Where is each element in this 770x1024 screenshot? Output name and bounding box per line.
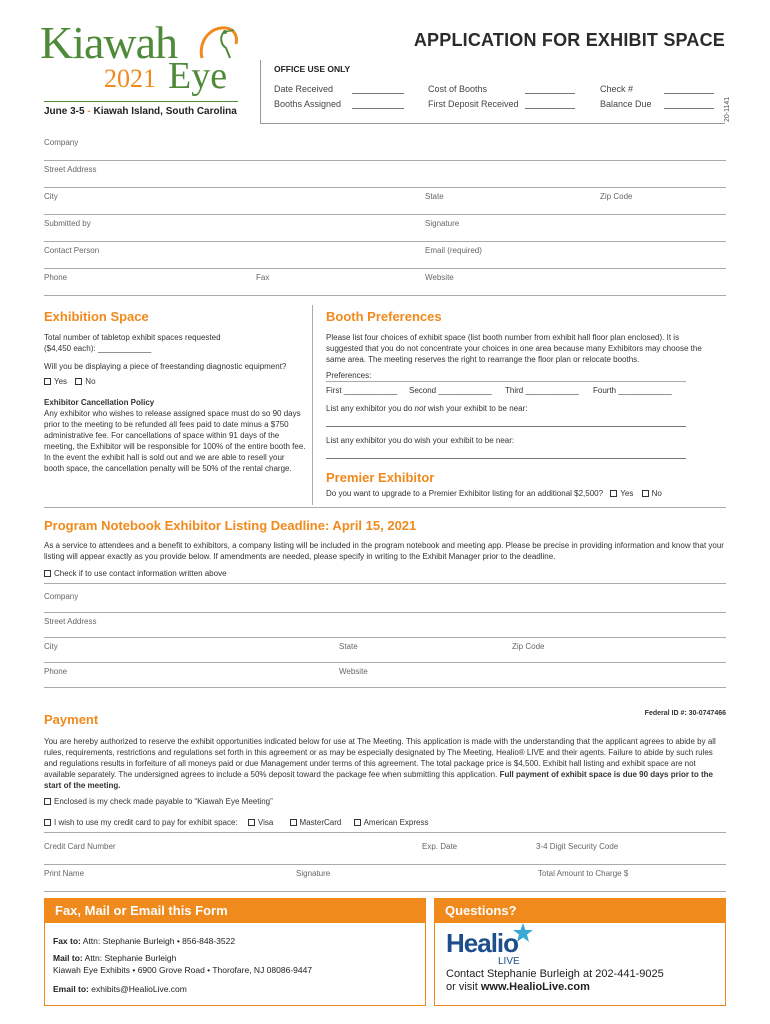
star-icon — [512, 922, 534, 944]
city-label: City — [44, 192, 58, 201]
cost-of-booths-field[interactable] — [525, 85, 575, 94]
mail-address: Kiawah Eye Exhibits • 6900 Grove Road • Thorofare, NJ 08086-9447 — [53, 965, 313, 975]
notebook-heading: Program Notebook Exhibitor Listing Deadline: April 15, 2021 — [44, 518, 417, 533]
pay-by-check-option — [44, 796, 273, 807]
exp-date-label: Exp. Date — [422, 842, 458, 851]
date-received-label: Date Received — [274, 84, 334, 94]
tagline-date: June 3-5 — [44, 106, 85, 117]
cancellation-policy-title: Exhibitor Cancellation Policy — [44, 398, 155, 407]
logo-eye: Eye — [168, 55, 228, 97]
equipment-yes-checkbox[interactable] — [44, 378, 51, 385]
fourth-choice-field[interactable]: Fourth ____________ — [593, 386, 672, 395]
healio-website-link[interactable]: www.HealioLive.com — [480, 981, 590, 993]
preferences-rule — [326, 381, 686, 382]
office-use-title: OFFICE USE ONLY — [274, 64, 351, 74]
mastercard-checkbox[interactable] — [290, 819, 297, 826]
cancellation-policy-text: Any exhibitor who wishes to release assigned space must do so 90 days prior to the meeting to be refunded all fees paid to date minus a $750 administrative fee. For cancellations of space within 91 days of the meeting, the Exhibitor will be responsible for 100% of the entire booth fee. In the event the exhibit hall is sold out and we are able to resell your booth space, the cancellation penalty will be 50% of the rental charge. — [44, 409, 306, 473]
submitted-signature-row — [44, 215, 726, 242]
notebook-state-label: State — [339, 642, 358, 651]
payment-terms-bold: Full payment of exhibit space is due 90 days prior to the start of the meeting. — [44, 770, 713, 790]
zip-label: Zip Code — [600, 192, 633, 201]
email-to-link[interactable]: exhibits@HealioLive.com — [91, 984, 187, 994]
print-name-label: Print Name — [44, 869, 85, 878]
not-near-emphasis: not — [414, 404, 426, 413]
phone-label: Phone — [44, 273, 68, 282]
notebook-city-label: City — [44, 642, 58, 651]
pay-by-check-label: Enclosed is my check made payable to “Kiawah Eye Meeting” — [54, 797, 273, 806]
tagline — [44, 106, 237, 117]
date-received-field[interactable] — [352, 85, 404, 94]
mail-line — [53, 952, 176, 964]
equipment-question: Will you be displaying a piece of freestanding diagnostic equipment? — [44, 362, 287, 371]
card-number-label: Credit Card Number — [44, 842, 116, 851]
submit-form-heading: Fax, Mail or Email this Form — [45, 899, 425, 923]
visa-label: Visa — [257, 818, 274, 827]
name-signature-row — [44, 865, 726, 892]
pay-by-check-checkbox[interactable] — [44, 798, 51, 805]
notebook-phone-label: Phone — [44, 667, 68, 676]
first-choice-field[interactable]: First ____________ — [326, 386, 398, 395]
notebook-phone-website-row — [44, 663, 726, 688]
use-contact-info-checkbox[interactable] — [44, 570, 51, 577]
equipment-options — [44, 376, 96, 387]
premier-question-text: Do you want to upgrade to a Premier Exhibitor listing for an additional $2,500? — [326, 489, 604, 498]
near-field[interactable] — [326, 458, 686, 459]
street-address-label: Street Address — [44, 165, 97, 174]
tabletop-text: Total number of tabletop exhibit spaces requested ($4,450 each): ____________ — [44, 333, 221, 353]
state-label: State — [425, 192, 444, 201]
booth-preferences-heading: Booth Preferences — [326, 309, 442, 324]
payment-terms — [44, 736, 726, 791]
security-code-label: 3-4 Digit Security Code — [536, 842, 619, 851]
booth-intro-text: Please list four choices of exhibit space (list booth number from exhibit hall floor plan enclosed). It is suggested that you do not concentrate your choices in one area because many Exhibitors may choose the same area. The meeting reserves the right to rearrange the floor plan or relocate booths. — [326, 333, 702, 364]
equipment-no-checkbox[interactable] — [75, 378, 82, 385]
email-label: Email (required) — [425, 246, 482, 255]
third-choice-field[interactable]: Third ____________ — [505, 386, 579, 395]
cost-of-booths-label: Cost of Booths — [428, 84, 488, 94]
section-rule — [44, 507, 726, 508]
healio-logo: Healio — [446, 928, 519, 958]
balance-due-label: Balance Due — [600, 99, 652, 109]
premier-yes-label: Yes — [620, 489, 634, 498]
website-label: Website — [425, 273, 454, 282]
submitted-by-label: Submitted by — [44, 219, 91, 228]
signature-label: Signature — [425, 219, 460, 228]
amex-label: American Express — [363, 818, 429, 827]
payment-heading: Payment — [44, 712, 99, 727]
use-contact-info-option — [44, 568, 227, 579]
notebook-text: As a service to attendees and a benefit to exhibitors, a company listing will be included in the program notebook and meeting app. Please be precise in providing information and know that your listing will appear exactly as you provide below. If amendments are needed, please specify in writing to the Exhibit Manager prior to the deadline. — [44, 541, 724, 561]
email-line — [53, 983, 187, 995]
tagline-separator: - — [87, 106, 91, 117]
booths-assigned-label: Booths Assigned — [274, 99, 342, 109]
amex-checkbox[interactable] — [354, 819, 361, 826]
equipment-no-label: No — [85, 377, 96, 386]
notebook-street-label: Street Address — [44, 617, 97, 626]
booths-assigned-field[interactable] — [352, 100, 404, 109]
pay-by-card-label: I wish to use my credit card to pay for exhibit space: — [54, 818, 238, 827]
fax-label: Fax — [256, 273, 270, 282]
fax-to-text: Attn: Stephanie Burleigh • 856-848-3522 — [82, 936, 236, 946]
fax-line — [53, 935, 235, 947]
notebook-city-state-zip-row — [44, 638, 726, 663]
payment-signature-label: Signature — [296, 869, 331, 878]
fax-to-label: Fax to: — [53, 936, 81, 946]
questions-contact: Contact Stephanie Burleigh at 202-441-9025 — [446, 968, 664, 980]
city-state-zip-row — [44, 188, 726, 215]
premier-question — [326, 488, 662, 499]
email-to-label: Email to: — [53, 984, 89, 994]
contact-person-label: Contact Person — [44, 246, 100, 255]
company-field[interactable] — [44, 134, 726, 161]
not-near-pre: List any exhibitor you do — [326, 404, 415, 413]
not-near-label — [326, 403, 527, 414]
notebook-company-field[interactable] — [44, 588, 726, 613]
logo-rule — [44, 101, 238, 102]
logo-name: Kiawah — [40, 17, 178, 68]
notebook-zip-label: Zip Code — [512, 642, 545, 651]
notebook-street-field[interactable] — [44, 613, 726, 638]
exhibition-space-heading: Exhibition Space — [44, 309, 149, 324]
check-number-field[interactable] — [664, 85, 714, 94]
street-address-field[interactable] — [44, 161, 726, 188]
notebook-rule — [44, 583, 726, 584]
form-code: 20-1141 — [724, 96, 731, 122]
visa-checkbox[interactable] — [248, 819, 255, 826]
page-title: APPLICATION FOR EXHIBIT SPACE — [413, 30, 725, 50]
notebook-website-label: Website — [339, 667, 368, 676]
second-choice-field[interactable]: Second ____________ — [409, 386, 492, 395]
healio-live-label: LIVE — [498, 956, 520, 967]
preferences-label: Preferences: — [326, 371, 372, 380]
first-deposit-label: First Deposit Received — [428, 99, 519, 109]
near-label: List any exhibitor you do wish your exhibit to be near: — [326, 436, 515, 445]
tagline-place: Kiawah Island, South Carolina — [93, 106, 237, 117]
payment-terms-text: You are hereby authorized to reserve the exhibit opportunities indicated below for use at The Meeting. This application is made with the understanding that the applicant agrees to abide by all rules, requirements, restrictions and regulations set forth in this agreement or as may be especially designated by The Meeting, Healio® LIVE and their agents. Failure to abide by such rules and regulations results in forfeiture of all moneys paid or due Management under terms of this agreement. The total package price is $4,500. Exhibit hall listing and exhibit space are not available separately. The undersigned agrees to include a 50% deposit toward the package fee when submitting this application. — [44, 737, 716, 779]
section-divider — [312, 305, 313, 505]
contact-email-row — [44, 242, 726, 269]
logo-year: 2021 — [104, 64, 156, 93]
not-near-post: wish your exhibit to be near: — [425, 404, 528, 413]
premier-yes-checkbox[interactable] — [610, 490, 617, 497]
pay-by-card-checkbox[interactable] — [44, 819, 51, 826]
first-deposit-field[interactable] — [525, 100, 575, 109]
total-amount-label: Total Amount to Charge $ — [538, 869, 629, 878]
questions-heading: Questions? — [435, 899, 725, 923]
pay-by-card-option — [44, 817, 428, 828]
premier-exhibitor-heading: Premier Exhibitor — [326, 470, 435, 485]
company-label: Company — [44, 138, 79, 147]
balance-due-field[interactable] — [664, 100, 714, 109]
notebook-company-label: Company — [44, 592, 79, 601]
premier-no-label: No — [651, 489, 662, 498]
federal-id: Federal ID #: 30-0747466 — [644, 710, 726, 717]
visit-prefix: or visit — [446, 981, 481, 993]
use-contact-info-label: Check if to use contact information written above — [54, 569, 227, 578]
not-near-field[interactable] — [326, 426, 686, 427]
mail-to-label: Mail to: — [53, 953, 83, 963]
card-details-row — [44, 838, 726, 865]
payment-rule — [44, 832, 726, 833]
mastercard-label: MasterCard — [299, 818, 342, 827]
check-number-label: Check # — [600, 84, 634, 94]
equipment-yes-label: Yes — [54, 377, 68, 386]
premier-no-checkbox[interactable] — [642, 490, 649, 497]
phone-fax-website-row — [44, 269, 726, 296]
questions-visit — [446, 981, 590, 993]
mail-to-text: Attn: Stephanie Burleigh — [84, 953, 177, 963]
submit-form-box — [44, 898, 426, 1006]
